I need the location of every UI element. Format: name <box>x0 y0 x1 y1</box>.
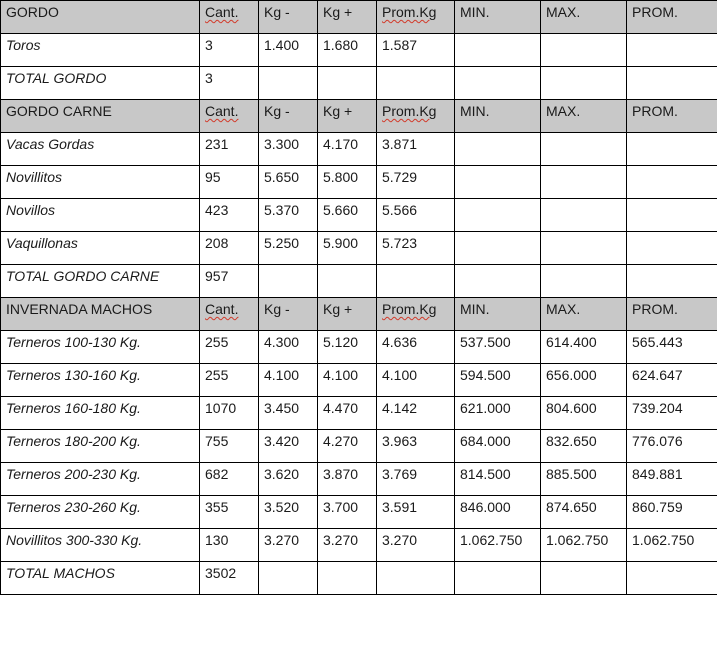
row-prom-kg-value: 3.769 <box>377 463 455 496</box>
row-min-value: 1.062.750 <box>455 529 541 562</box>
column-header-label: Kg - <box>264 103 290 119</box>
empty-cell <box>259 265 318 298</box>
row-max-value <box>541 34 627 67</box>
row-min-value: 537.500 <box>455 331 541 364</box>
column-header-label: MIN. <box>460 4 490 20</box>
row-min-value <box>455 34 541 67</box>
invernada-machos-total-row <box>1 562 717 595</box>
row-min-value <box>455 199 541 232</box>
row-kg-minus-value: 5.370 <box>259 199 318 232</box>
row-max-value: 874.650 <box>541 496 627 529</box>
table-row <box>1 364 717 397</box>
row-min-value <box>455 232 541 265</box>
gordo-carne-header-row <box>1 100 717 133</box>
row-cant-value: 355 <box>200 496 259 529</box>
row-prom-kg-value: 4.636 <box>377 331 455 364</box>
row-category-label: Novillitos 300-330 Kg. <box>1 529 200 562</box>
row-prom-value: 1.062.750 <box>627 529 717 562</box>
column-header-min <box>455 298 541 331</box>
column-header-label: MAX. <box>546 4 581 20</box>
row-kg-minus-value: 4.100 <box>259 364 318 397</box>
total-cant-value: 957 <box>200 265 259 298</box>
row-prom-kg-value: 3.871 <box>377 133 455 166</box>
row-prom-value <box>627 166 717 199</box>
column-header-label: Prom.Kg <box>382 301 437 317</box>
table-row <box>1 34 717 67</box>
table-row <box>1 331 717 364</box>
row-min-value <box>455 133 541 166</box>
row-max-value: 1.062.750 <box>541 529 627 562</box>
column-header-label: Kg + <box>323 4 353 20</box>
row-prom-value: 860.759 <box>627 496 717 529</box>
row-prom-value: 565.443 <box>627 331 717 364</box>
row-min-value <box>455 166 541 199</box>
column-header-max <box>541 100 627 133</box>
row-category-label: Terneros 160-180 Kg. <box>1 397 200 430</box>
row-prom-value: 776.076 <box>627 430 717 463</box>
row-kg-minus-value: 1.400 <box>259 34 318 67</box>
row-kg-minus-value: 3.620 <box>259 463 318 496</box>
row-cant-value: 130 <box>200 529 259 562</box>
gordo-header-row <box>1 1 717 34</box>
row-max-value: 656.000 <box>541 364 627 397</box>
row-max-value <box>541 166 627 199</box>
row-kg-plus-value: 4.170 <box>318 133 377 166</box>
row-min-value: 846.000 <box>455 496 541 529</box>
empty-cell <box>541 67 627 100</box>
row-cant-value: 255 <box>200 364 259 397</box>
row-prom-value <box>627 34 717 67</box>
row-kg-plus-value: 5.900 <box>318 232 377 265</box>
row-category-label: Terneros 130-160 Kg. <box>1 364 200 397</box>
column-header-prom <box>627 1 717 34</box>
row-category-label: Terneros 180-200 Kg. <box>1 430 200 463</box>
column-header-min <box>455 100 541 133</box>
column-header-kg-plus <box>318 298 377 331</box>
row-prom-kg-value: 5.729 <box>377 166 455 199</box>
table-row <box>1 430 717 463</box>
total-label: TOTAL GORDO <box>1 67 200 100</box>
row-prom-value: 624.647 <box>627 364 717 397</box>
row-kg-minus-value: 5.650 <box>259 166 318 199</box>
row-kg-minus-value: 3.270 <box>259 529 318 562</box>
empty-cell <box>318 562 377 595</box>
total-cant-value: 3 <box>200 67 259 100</box>
row-cant-value: 208 <box>200 232 259 265</box>
column-header-label: Kg - <box>264 301 290 317</box>
column-header-label: PROM. <box>632 4 678 20</box>
column-header-kg-minus <box>259 1 318 34</box>
empty-cell <box>377 562 455 595</box>
column-header-max <box>541 298 627 331</box>
column-header-label: Cant. <box>205 4 239 20</box>
empty-cell <box>627 265 717 298</box>
column-header-max <box>541 1 627 34</box>
row-kg-plus-value: 3.270 <box>318 529 377 562</box>
row-kg-minus-value: 3.520 <box>259 496 318 529</box>
column-header-cant <box>200 298 259 331</box>
empty-cell <box>541 562 627 595</box>
column-header-label: MAX. <box>546 103 581 119</box>
row-kg-plus-value: 4.100 <box>318 364 377 397</box>
total-label: TOTAL GORDO CARNE <box>1 265 200 298</box>
empty-cell <box>377 265 455 298</box>
column-header-min <box>455 1 541 34</box>
row-max-value: 804.600 <box>541 397 627 430</box>
row-min-value: 594.500 <box>455 364 541 397</box>
row-kg-plus-value: 3.870 <box>318 463 377 496</box>
row-prom-kg-value: 1.587 <box>377 34 455 67</box>
row-category-label: Novillitos <box>1 166 200 199</box>
column-header-label: MIN. <box>460 103 490 119</box>
row-kg-plus-value: 5.660 <box>318 199 377 232</box>
column-header-label: Prom.Kg <box>382 4 437 20</box>
empty-cell <box>541 265 627 298</box>
empty-cell <box>318 67 377 100</box>
empty-cell <box>455 562 541 595</box>
row-max-value <box>541 232 627 265</box>
empty-cell <box>455 67 541 100</box>
table-row <box>1 232 717 265</box>
column-header-label: MAX. <box>546 301 581 317</box>
row-min-value: 814.500 <box>455 463 541 496</box>
row-prom-kg-value: 4.100 <box>377 364 455 397</box>
column-header-label: Cant. <box>205 301 239 317</box>
row-kg-minus-value: 3.420 <box>259 430 318 463</box>
total-label: TOTAL MACHOS <box>1 562 200 595</box>
column-header-prom-kg <box>377 298 455 331</box>
gordo-total-row <box>1 67 717 100</box>
row-category-label: Toros <box>1 34 200 67</box>
row-prom-kg-value: 3.591 <box>377 496 455 529</box>
row-cant-value: 755 <box>200 430 259 463</box>
column-header-kg-minus <box>259 100 318 133</box>
row-min-value: 621.000 <box>455 397 541 430</box>
row-prom-kg-value: 3.963 <box>377 430 455 463</box>
row-cant-value: 255 <box>200 331 259 364</box>
column-header-kg-plus <box>318 1 377 34</box>
row-max-value: 832.650 <box>541 430 627 463</box>
row-prom-kg-value: 5.566 <box>377 199 455 232</box>
row-max-value: 614.400 <box>541 331 627 364</box>
column-header-label: Cant. <box>205 103 239 119</box>
row-kg-plus-value: 4.470 <box>318 397 377 430</box>
row-max-value: 885.500 <box>541 463 627 496</box>
row-kg-plus-value: 5.800 <box>318 166 377 199</box>
row-prom-value <box>627 232 717 265</box>
row-prom-value <box>627 133 717 166</box>
row-kg-minus-value: 3.300 <box>259 133 318 166</box>
invernada-machos-header-row <box>1 298 717 331</box>
row-cant-value: 1070 <box>200 397 259 430</box>
row-kg-plus-value: 1.680 <box>318 34 377 67</box>
row-cant-value: 3 <box>200 34 259 67</box>
column-header-prom-kg <box>377 100 455 133</box>
row-cant-value: 95 <box>200 166 259 199</box>
table-row <box>1 166 717 199</box>
column-header-prom-kg <box>377 1 455 34</box>
column-header-prom <box>627 100 717 133</box>
gordo-carne-section-title: GORDO CARNE <box>1 100 200 133</box>
column-header-label: Prom.Kg <box>382 103 437 119</box>
row-prom-kg-value: 5.723 <box>377 232 455 265</box>
empty-cell <box>455 265 541 298</box>
row-kg-plus-value: 5.120 <box>318 331 377 364</box>
column-header-label: Kg + <box>323 301 353 317</box>
row-prom-kg-value: 4.142 <box>377 397 455 430</box>
column-header-label: Kg - <box>264 4 290 20</box>
column-header-label: PROM. <box>632 301 678 317</box>
table-row <box>1 463 717 496</box>
table-row <box>1 529 717 562</box>
column-header-label: MIN. <box>460 301 490 317</box>
row-cant-value: 682 <box>200 463 259 496</box>
row-prom-value: 739.204 <box>627 397 717 430</box>
table-row <box>1 397 717 430</box>
table-row <box>1 133 717 166</box>
empty-cell <box>259 562 318 595</box>
row-max-value <box>541 199 627 232</box>
row-cant-value: 423 <box>200 199 259 232</box>
column-header-kg-minus <box>259 298 318 331</box>
row-category-label: Terneros 200-230 Kg. <box>1 463 200 496</box>
empty-cell <box>377 67 455 100</box>
row-kg-minus-value: 4.300 <box>259 331 318 364</box>
empty-cell <box>259 67 318 100</box>
row-kg-plus-value: 4.270 <box>318 430 377 463</box>
row-category-label: Vacas Gordas <box>1 133 200 166</box>
empty-cell <box>318 265 377 298</box>
row-prom-value <box>627 199 717 232</box>
invernada-machos-section-title: INVERNADA MACHOS <box>1 298 200 331</box>
table-row <box>1 496 717 529</box>
row-kg-minus-value: 5.250 <box>259 232 318 265</box>
row-kg-plus-value: 3.700 <box>318 496 377 529</box>
gordo-section-title: GORDO <box>1 1 200 34</box>
column-header-label: PROM. <box>632 103 678 119</box>
row-cant-value: 231 <box>200 133 259 166</box>
row-prom-value: 849.881 <box>627 463 717 496</box>
row-max-value <box>541 133 627 166</box>
row-kg-minus-value: 3.450 <box>259 397 318 430</box>
row-prom-kg-value: 3.270 <box>377 529 455 562</box>
gordo-carne-total-row <box>1 265 717 298</box>
row-min-value: 684.000 <box>455 430 541 463</box>
empty-cell <box>627 67 717 100</box>
row-category-label: Terneros 100-130 Kg. <box>1 331 200 364</box>
column-header-cant <box>200 100 259 133</box>
empty-cell <box>627 562 717 595</box>
row-category-label: Terneros 230-260 Kg. <box>1 496 200 529</box>
column-header-label: Kg + <box>323 103 353 119</box>
row-category-label: Novillos <box>1 199 200 232</box>
column-header-prom <box>627 298 717 331</box>
total-cant-value: 3502 <box>200 562 259 595</box>
column-header-kg-plus <box>318 100 377 133</box>
column-header-cant <box>200 1 259 34</box>
row-category-label: Vaquillonas <box>1 232 200 265</box>
table-row <box>1 199 717 232</box>
